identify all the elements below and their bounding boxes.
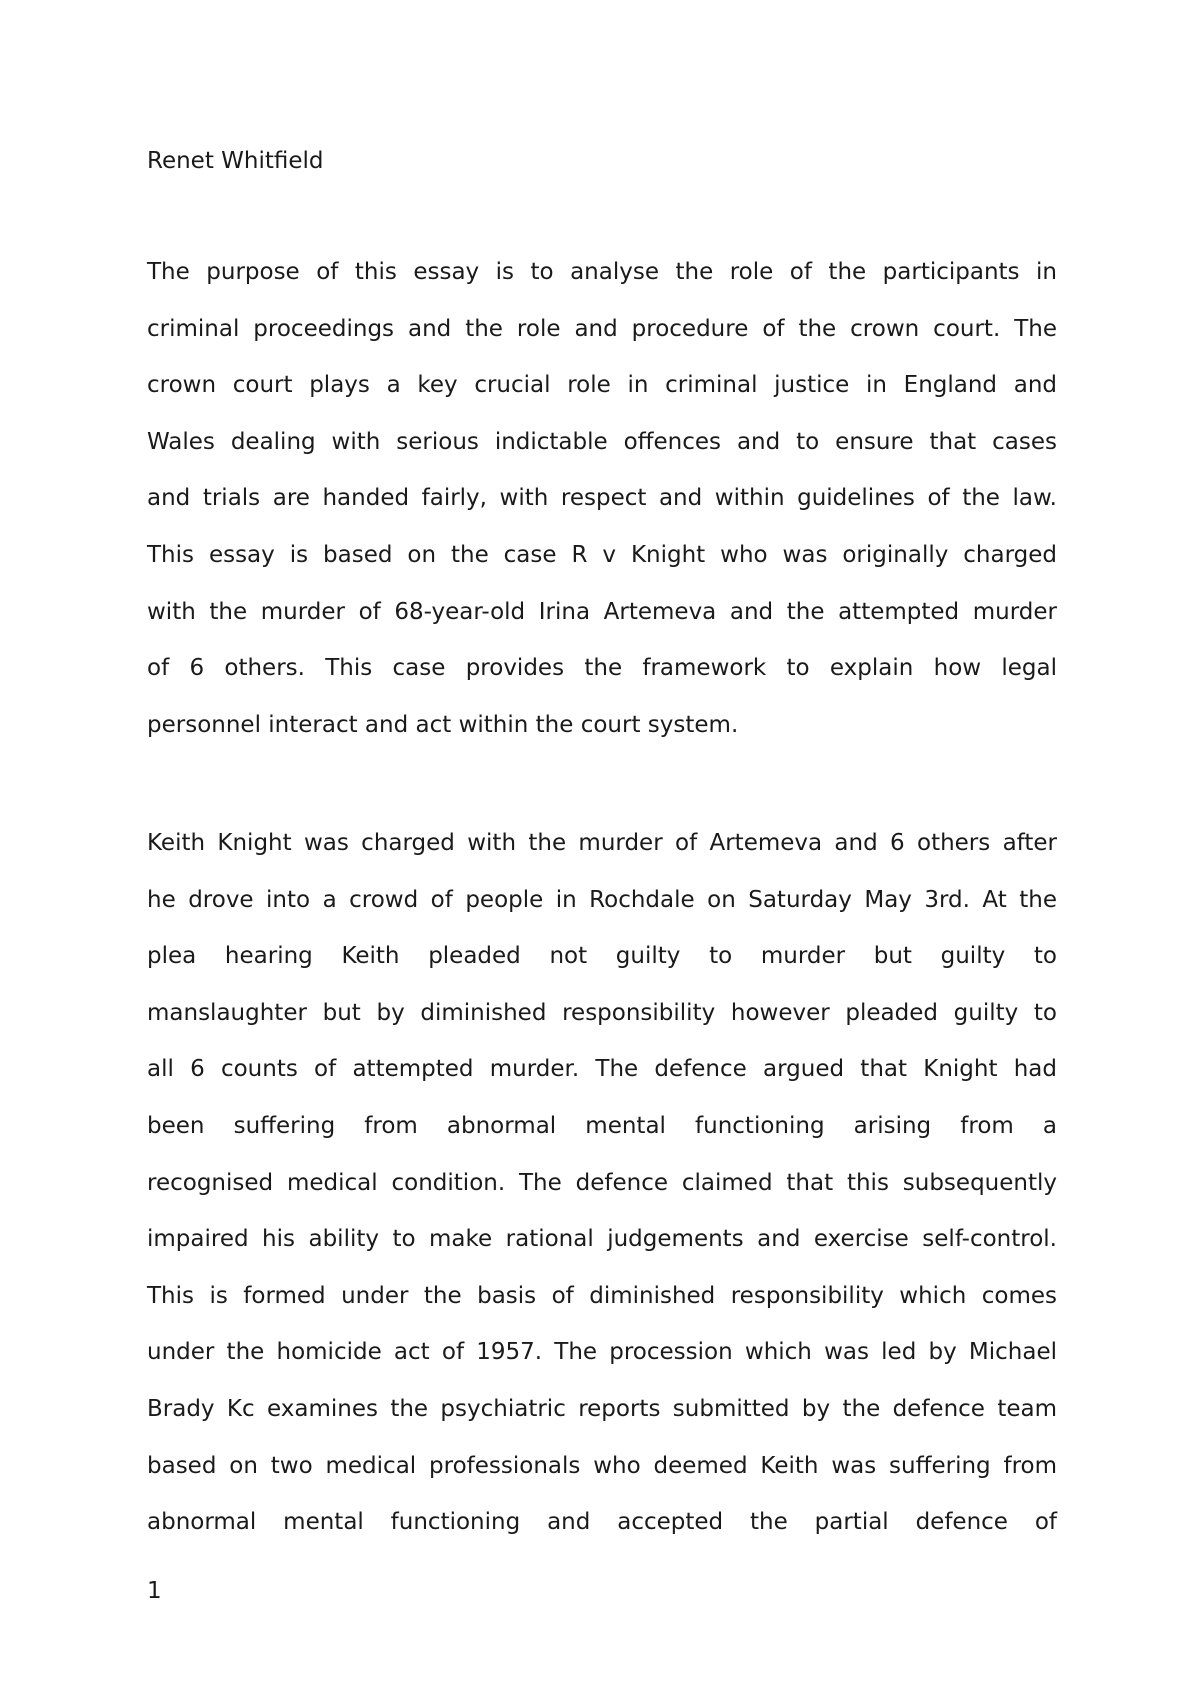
page-number: 1 xyxy=(147,1578,162,1604)
paragraph-line: plea hearing Keith pleaded not guilty to murder but guilty to xyxy=(147,943,1057,970)
paragraph-line: criminal proceedings and the role and procedure of the crown court. The xyxy=(147,315,1057,342)
paragraph-line: personnel interact and act within the court system. xyxy=(147,711,739,738)
paragraph-line: been suffering from abnormal mental functioning arising from a xyxy=(147,1112,1057,1139)
paragraph-line: he drove into a crowd of people in Rochdale on Saturday May 3rd. At the xyxy=(147,886,1057,913)
paragraph-line: manslaughter but by diminished responsibility however pleaded guilty to xyxy=(147,999,1057,1026)
paragraph-line: Wales dealing with serious indictable offences and to ensure that cases xyxy=(147,428,1057,455)
paragraph-case-facts xyxy=(147,815,1057,1551)
paragraph-line: recognised medical condition. The defence claimed that this subsequently xyxy=(147,1169,1057,1196)
paragraph-line: abnormal mental functioning and accepted the partial defence of xyxy=(147,1509,1057,1536)
paragraph-line: all 6 counts of attempted murder. The defence argued that Knight had xyxy=(147,1056,1057,1083)
paragraph-line: This essay is based on the case R v Knight who was originally charged xyxy=(147,541,1057,568)
paragraph-introduction xyxy=(147,244,1057,753)
paragraph-line: This is formed under the basis of diminished responsibility which comes xyxy=(147,1282,1057,1309)
paragraph-line: Keith Knight was charged with the murder of Artemeva and 6 others after xyxy=(147,830,1057,856)
paragraph-line: crown court plays a key crucial role in criminal justice in England and xyxy=(147,372,1057,399)
paragraph-line: with the murder of 68-year-old Irina Artemeva and the attempted murder xyxy=(147,598,1057,625)
paragraph-line: under the homicide act of 1957. The procession which was led by Michael xyxy=(147,1339,1057,1366)
paragraph-line: Brady Kc examines the psychiatric reports submitted by the defence team xyxy=(147,1395,1057,1422)
paragraph-line: and trials are handed fairly, with respect and within guidelines of the law. xyxy=(147,485,1057,512)
author-name: Renet Whitfield xyxy=(147,148,324,174)
paragraph-line: The purpose of this essay is to analyse the role of the participants in xyxy=(147,259,1057,285)
paragraph-line: of 6 others. This case provides the framework to explain how legal xyxy=(147,655,1057,682)
paragraph-line: based on two medical professionals who deemed Keith was suffering from xyxy=(147,1452,1057,1479)
paragraph-line: impaired his ability to make rational judgements and exercise self-control. xyxy=(147,1226,1057,1253)
